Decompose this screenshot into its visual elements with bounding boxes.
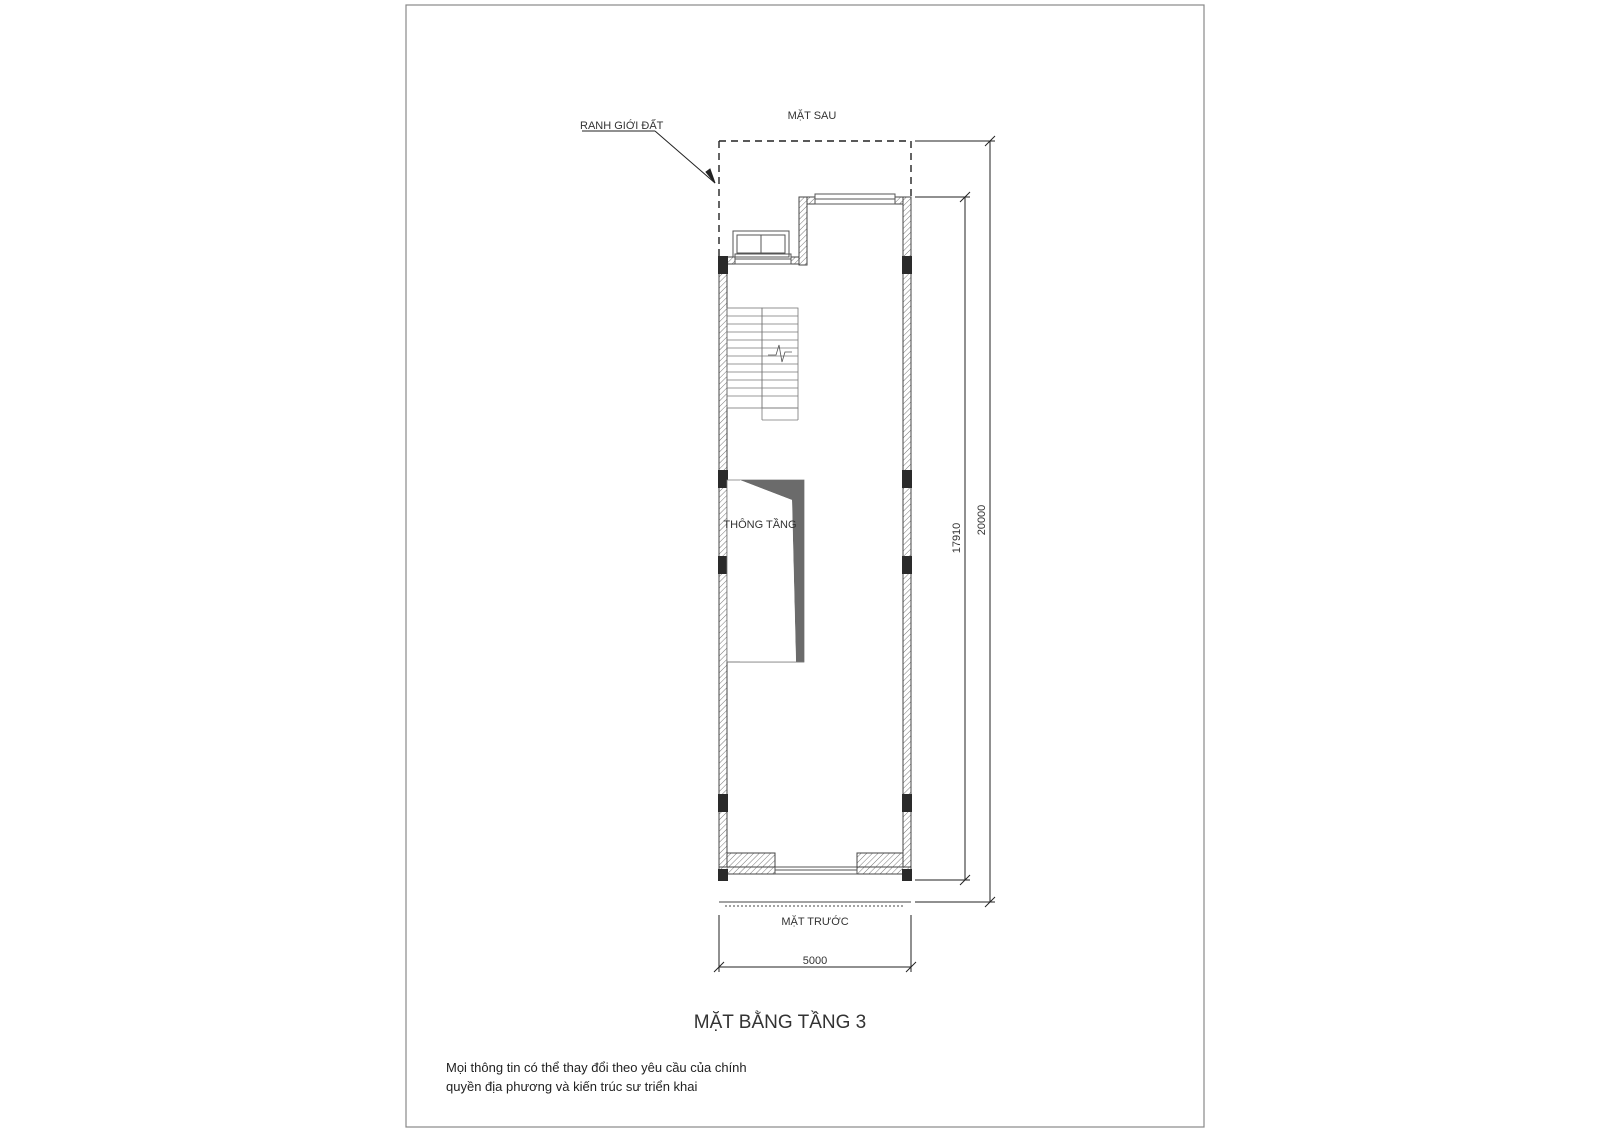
front-label: MẶT TRƯỚC (781, 916, 849, 928)
drawing-title: MẶT BẰNG TẦNG 3 (693, 1012, 867, 1033)
dimension-inner-length-label: 17910 (951, 522, 963, 554)
disclaimer-line-2: quyền địa phương và kiến trúc sư triển khai (446, 1079, 698, 1094)
rear-balcony (733, 231, 789, 257)
disclaimer-note (446, 1058, 747, 1096)
void-area (727, 480, 804, 662)
void-label: THÔNG TẦNG (723, 519, 797, 531)
disclaimer-line-1: Mọi thông tin có thể thay đổi theo yêu cầu của chính (446, 1060, 747, 1075)
dimension-total-length-label: 20000 (976, 504, 988, 536)
rear-label: MẶT SAU (787, 110, 837, 122)
dimension-width-label: 5000 (802, 955, 828, 967)
boundary-label: RANH GIỚI ĐẤT (580, 120, 664, 132)
boundary-leader (582, 131, 715, 183)
staircase (727, 308, 798, 420)
front-line (719, 902, 911, 906)
